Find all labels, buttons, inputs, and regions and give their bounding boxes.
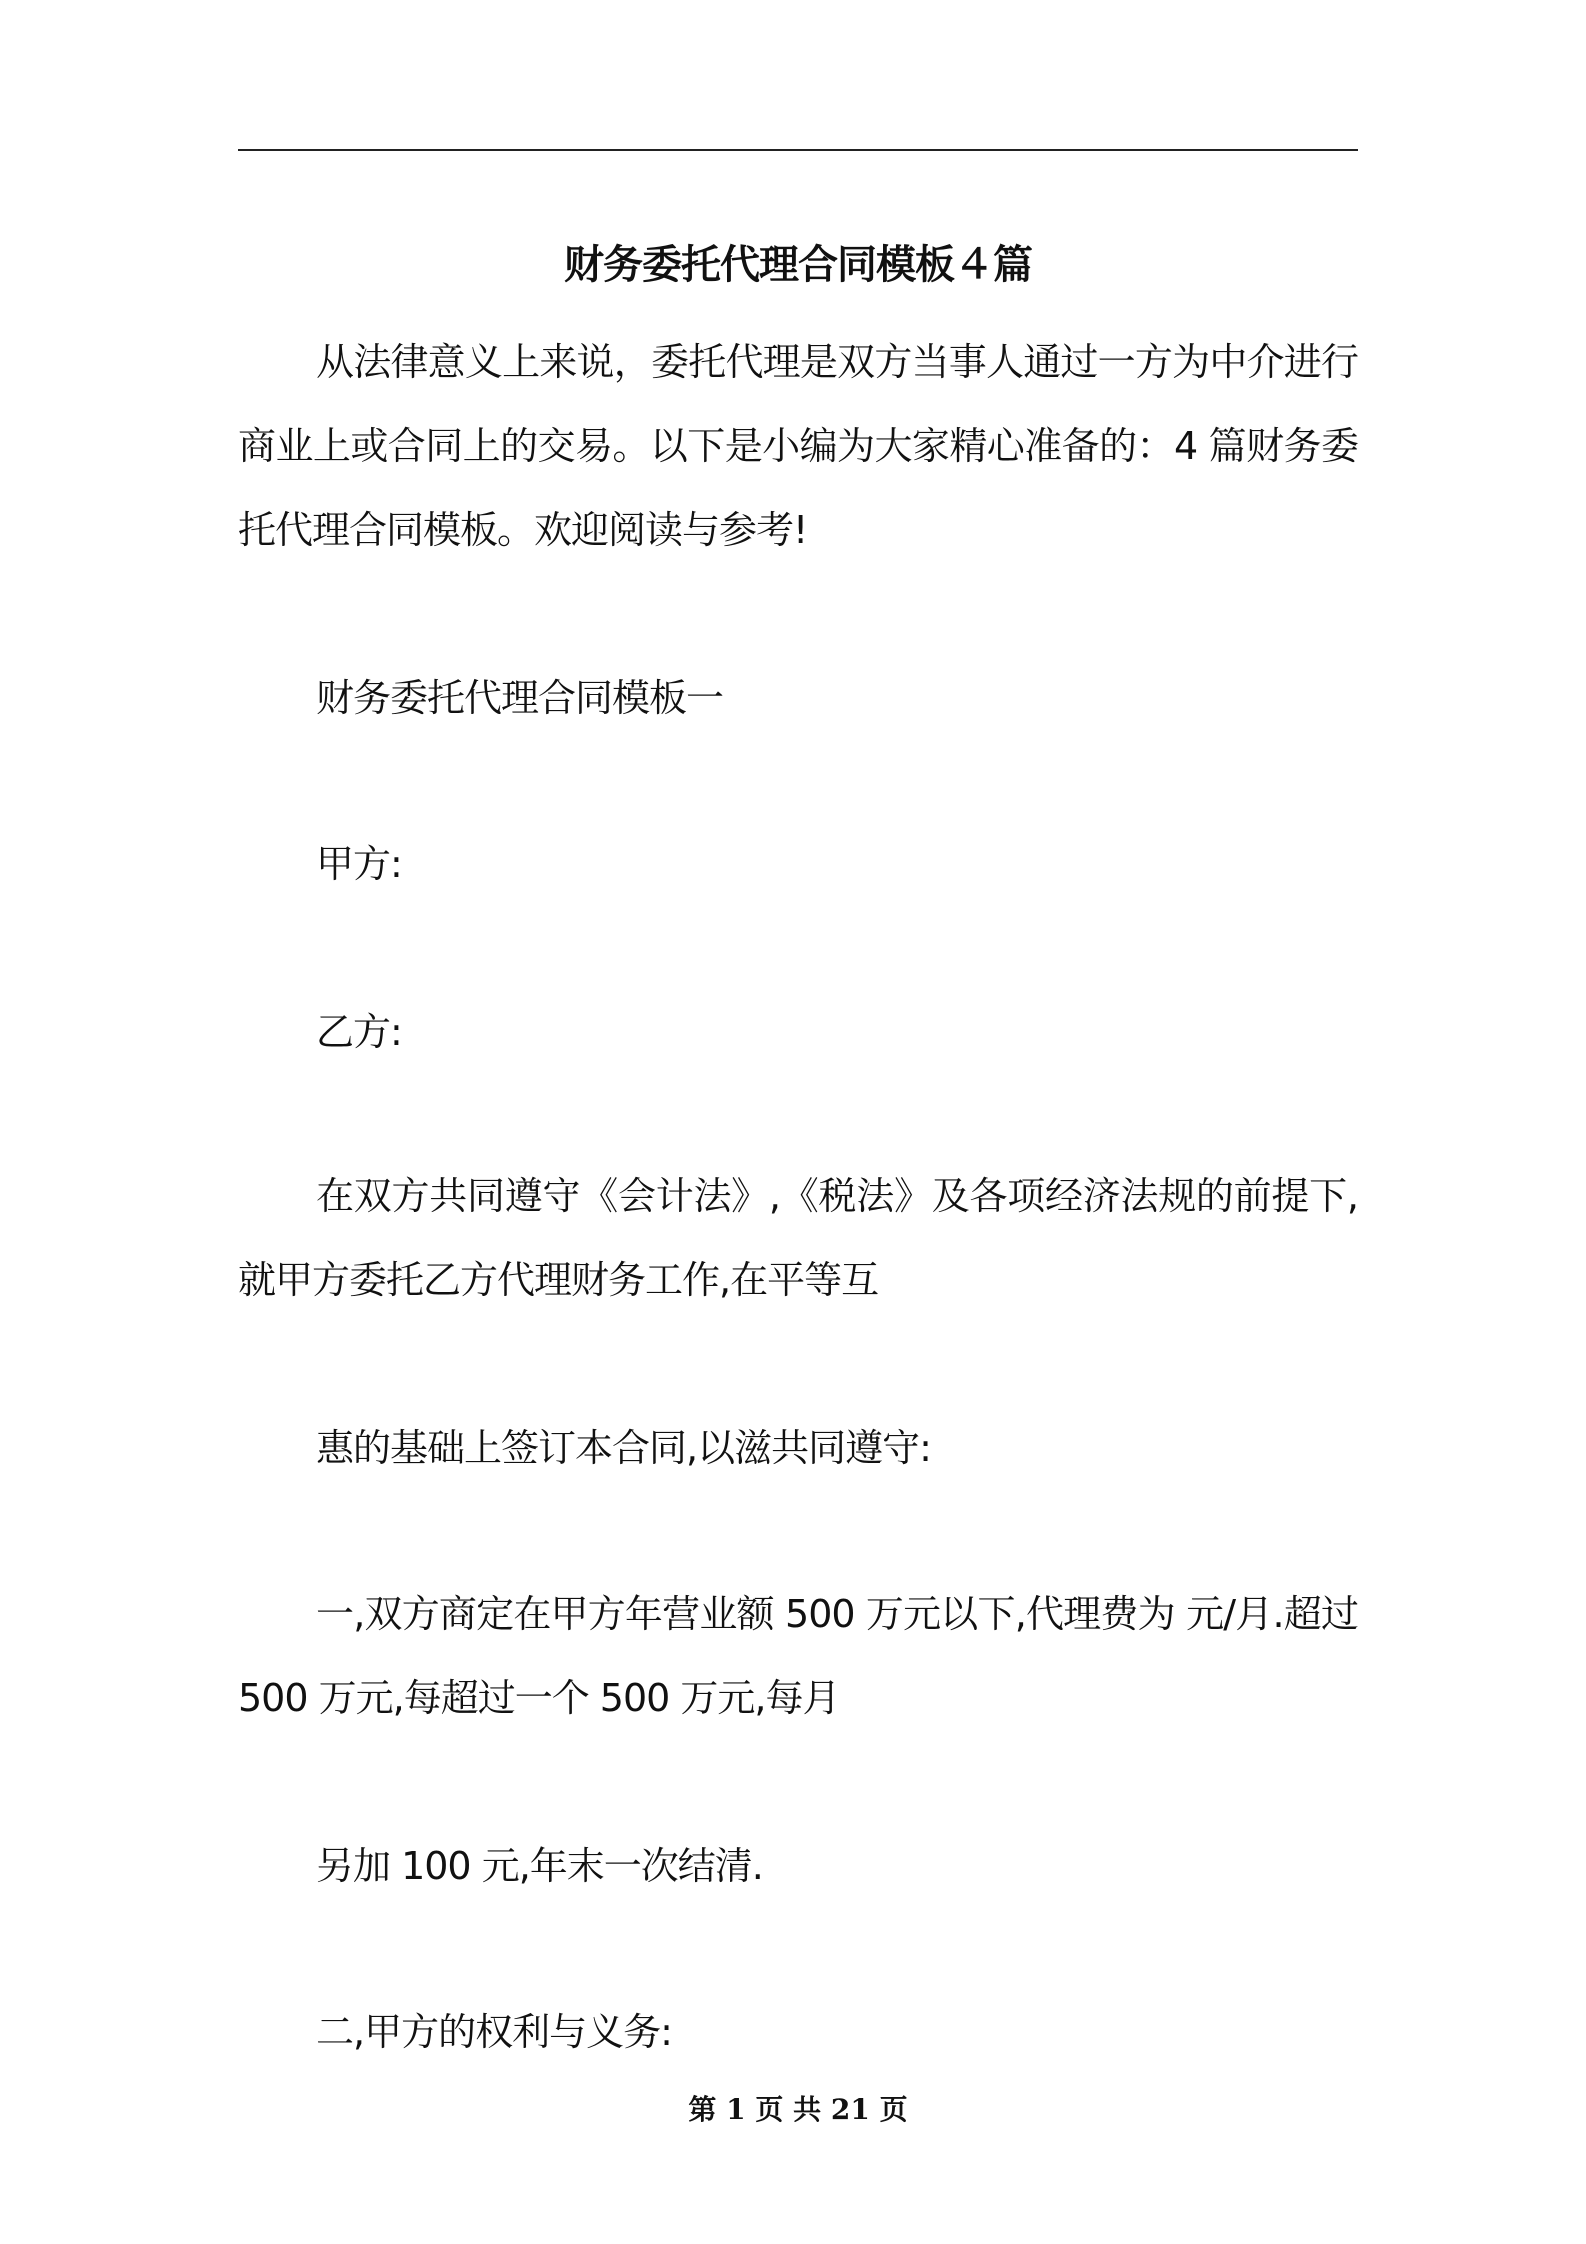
clause-one: 一,双方商定在甲方年营业额 500 万元以下,代理费为 元/月.超过 500 万元,每超过一个 500 万元,每月 [238,1592,1358,1720]
header-rule [238,149,1358,151]
section-heading: 财务委托代理合同模板一 [316,676,724,720]
intro-paragraph: 从法律意义上来说，委托代理是双方当事人通过一方为中介进行商业上或合同上的交易。以下是小编为大家精心准备的：4 篇财务委托代理合同模板。欢迎阅读与参考! [238,340,1358,552]
page-number: 第 1 页 共 21 页 [688,2093,908,2126]
party-b-line: 乙方: [316,1010,402,1054]
clause-two-heading: 二,甲方的权利与义务: [316,2010,672,2054]
clause-one-continuation: 另加 100 元,年末一次结清. [316,1844,763,1888]
party-a-line: 甲方: [316,842,402,886]
preamble-continuation: 惠的基础上签订本合同,以滋共同遵守: [316,1426,931,1470]
preamble-paragraph: 在双方共同遵守《会计法》,《税法》及各项经济法规的前提下,就甲方委托乙方代理财务工作,在平等互 [238,1174,1358,1302]
document-title: 财务委托代理合同模板４篇 [564,241,1032,288]
